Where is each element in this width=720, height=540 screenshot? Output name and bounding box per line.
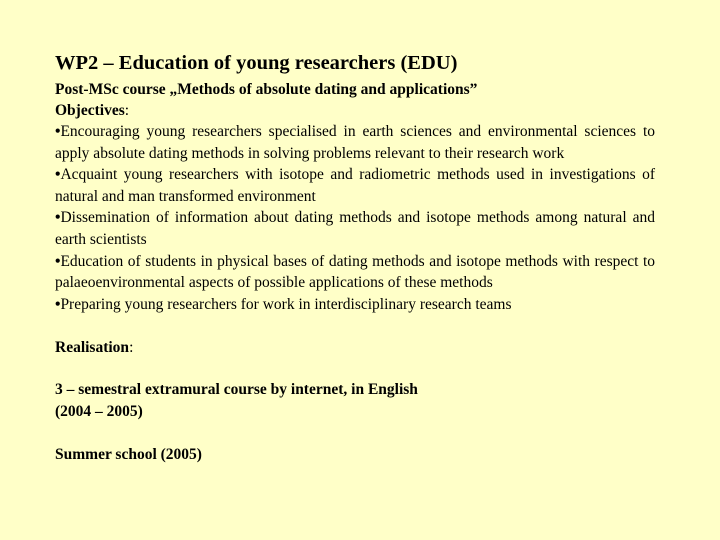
list-item	[55, 121, 655, 164]
list-item	[55, 164, 655, 207]
objectives-heading	[55, 100, 655, 121]
course-period-line: (2004 – 2005)	[55, 402, 143, 420]
realisation-heading-label: Realisation	[55, 339, 130, 357]
objective-text: Dissemination of information about dating methods and isotope methods among natural and earth scientists	[55, 209, 655, 248]
objective-text: Encouraging young researchers specialised in earth sciences and environmental sciences to apply absolute dating methods in solving problems relevant to their research work	[55, 123, 655, 162]
objectives-heading-colon: :	[124, 102, 130, 119]
realisation-heading-colon: :	[129, 339, 134, 357]
list-item	[55, 251, 655, 294]
objective-text: Acquaint young researchers with isotope and radiometric methods used in investigations of natural and man transformed environment	[55, 166, 655, 205]
spacer	[55, 358, 655, 379]
objective-text: Preparing young researchers for work in interdisciplinary research teams	[60, 295, 512, 313]
bullet-icon: •	[55, 166, 61, 184]
objectives-list	[55, 121, 655, 315]
list-item	[55, 207, 655, 250]
spacer	[55, 423, 655, 444]
list-item	[55, 294, 655, 316]
spacer	[55, 315, 655, 337]
objectives-heading-label: Objectives	[55, 102, 125, 119]
summer-school-line: Summer school (2005)	[55, 445, 202, 463]
slide-content	[55, 50, 655, 465]
course-format-line: 3 – semestral extramural course by internet, in English	[55, 381, 418, 399]
bullet-icon: •	[55, 209, 61, 227]
slide-title: WP2 – Education of young researchers (EDU)	[55, 52, 458, 74]
bullet-icon: •	[55, 252, 61, 270]
objective-text: Education of students in physical bases of dating methods and isotope methods with respect to palaeoenvironmental aspects of possible applications of these methods	[55, 252, 655, 292]
course-subtitle: Post-MSc course „Methods of absolute dating and applications”	[55, 81, 478, 98]
bullet-icon: •	[55, 295, 61, 313]
bullet-icon: •	[55, 123, 61, 140]
realisation-heading	[55, 337, 655, 358]
